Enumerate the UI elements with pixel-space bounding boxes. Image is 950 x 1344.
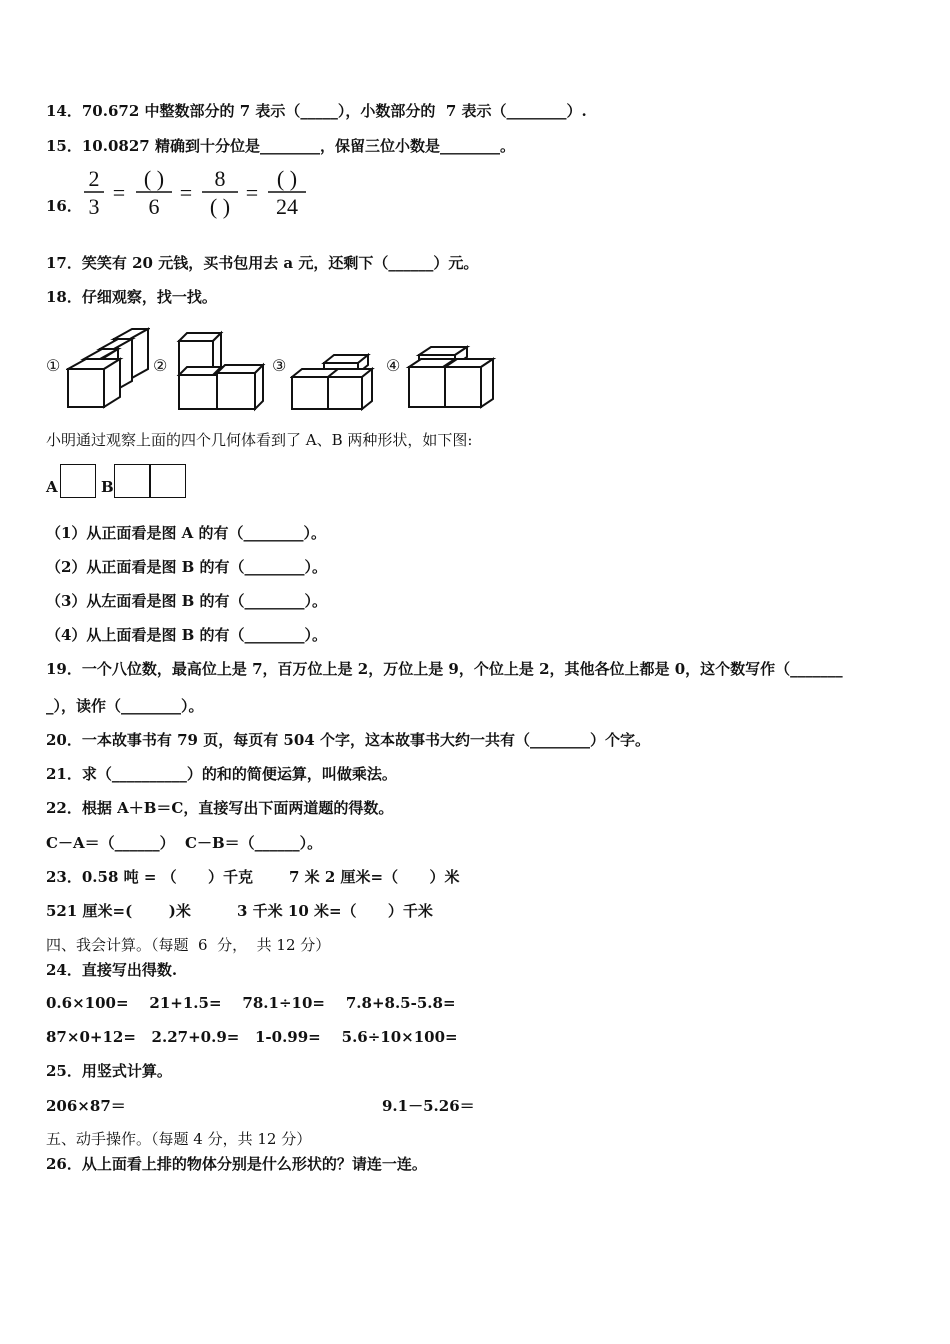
question-18-part-1: （1）从正面看是图 A 的有（________）。	[46, 524, 327, 542]
question-22: 22．根据 A＋B＝C，直接写出下面两道题的得数。	[46, 799, 394, 817]
question-24: 24．直接写出得数.	[46, 961, 178, 979]
figure-label-4: ④	[386, 356, 401, 375]
question-25: 25．用竖式计算。	[46, 1062, 172, 1080]
question-18-part-2: （2）从正面看是图 B 的有（________）。	[46, 558, 328, 576]
question-23-c: 521 厘米=( )米	[46, 902, 191, 920]
eq1: =	[112, 180, 126, 205]
figure-label-3: ③	[272, 356, 287, 375]
frac1-num: 2	[88, 166, 100, 191]
question-18-part-4: （4）从上面看是图 B 的有（________）。	[46, 626, 328, 644]
question-25-b: 9.1－5.26＝	[382, 1097, 475, 1115]
frac4-num: ( )	[276, 166, 298, 191]
question-19-line-2: _），读作（________）。	[46, 697, 204, 715]
cube-figure-3	[290, 325, 378, 415]
section-5-heading: 五、动手操作。（每题 4 分，共 12 分）	[46, 1130, 312, 1148]
eq3: =	[245, 180, 259, 205]
question-22-answers: C－A＝（______） C－B＝（______）。	[46, 834, 323, 852]
question-14: 14．70.672 中整数部分的 7 表示（_____），小数部分的 7 表示（________）.	[46, 102, 587, 120]
frac3-num: 8	[214, 166, 226, 191]
question-25-a: 206×87＝	[46, 1097, 126, 1115]
figure-label-2: ②	[153, 356, 168, 375]
shape-b-right	[149, 464, 186, 498]
question-23-d: 3 千米 10 米=（ ）千米	[237, 902, 433, 920]
question-24-row-2: 87×0+12= 2.27+0.9= 1-0.99= 5.6÷10×100=	[46, 1028, 458, 1046]
question-16-number: 16．	[46, 197, 82, 215]
eq2: =	[179, 180, 193, 205]
shape-b-left	[114, 464, 151, 498]
question-23-b: 7 米 2 厘米=（ ）米	[289, 868, 460, 886]
shape-a	[60, 464, 96, 498]
cube-figure-1	[66, 325, 150, 411]
section-4-heading: 四、我会计算。（每题 6 分， 共 12 分）	[46, 936, 331, 954]
cube-figure-2	[175, 325, 267, 415]
question-18-part-3: （3）从左面看是图 B 的有（________）。	[46, 592, 328, 610]
frac2-den: 6	[148, 194, 160, 219]
frac4-den: 24	[276, 194, 298, 219]
question-21: 21．求（__________）的和的简便运算，叫做乘法。	[46, 765, 397, 783]
question-17: 17．笑笑有 20 元钱，买书包用去 a 元，还剩下（______）元。	[46, 254, 479, 272]
question-24-row-1: 0.6×100= 21+1.5= 78.1÷10= 7.8+8.5-5.8=	[46, 994, 456, 1012]
frac2-num: ( )	[143, 166, 165, 191]
cube-figure-4	[405, 325, 497, 415]
shape-a-label: A	[46, 478, 58, 496]
question-18-description: 小明通过观察上面的四个几何体看到了 A、B 两种形状，如下图:	[46, 431, 473, 449]
shape-b-label: B	[101, 478, 114, 496]
question-23-a: 23．0.58 吨 = （ ）千克	[46, 868, 253, 886]
question-15: 15．10.0827 精确到十分位是________，保留三位小数是________。	[46, 137, 515, 155]
frac3-den: ( )	[209, 194, 231, 219]
frac1-den: 3	[88, 194, 100, 219]
fraction-equation	[82, 166, 322, 222]
question-19-line-1: 19．一个八位数，最高位上是 7，百万位上是 2，万位上是 9，个位上是 2，其他各位上都是 0，这个数写作（_______	[46, 660, 843, 678]
question-26: 26．从上面看上排的物体分别是什么形状的？请连一连。	[46, 1155, 427, 1173]
question-20: 20．一本故事书有 79 页，每页有 504 个字，这本故事书大约一共有（________）个字。	[46, 731, 650, 749]
figure-label-1: ①	[46, 356, 61, 375]
question-18-title: 18．仔细观察，找一找。	[46, 288, 217, 306]
